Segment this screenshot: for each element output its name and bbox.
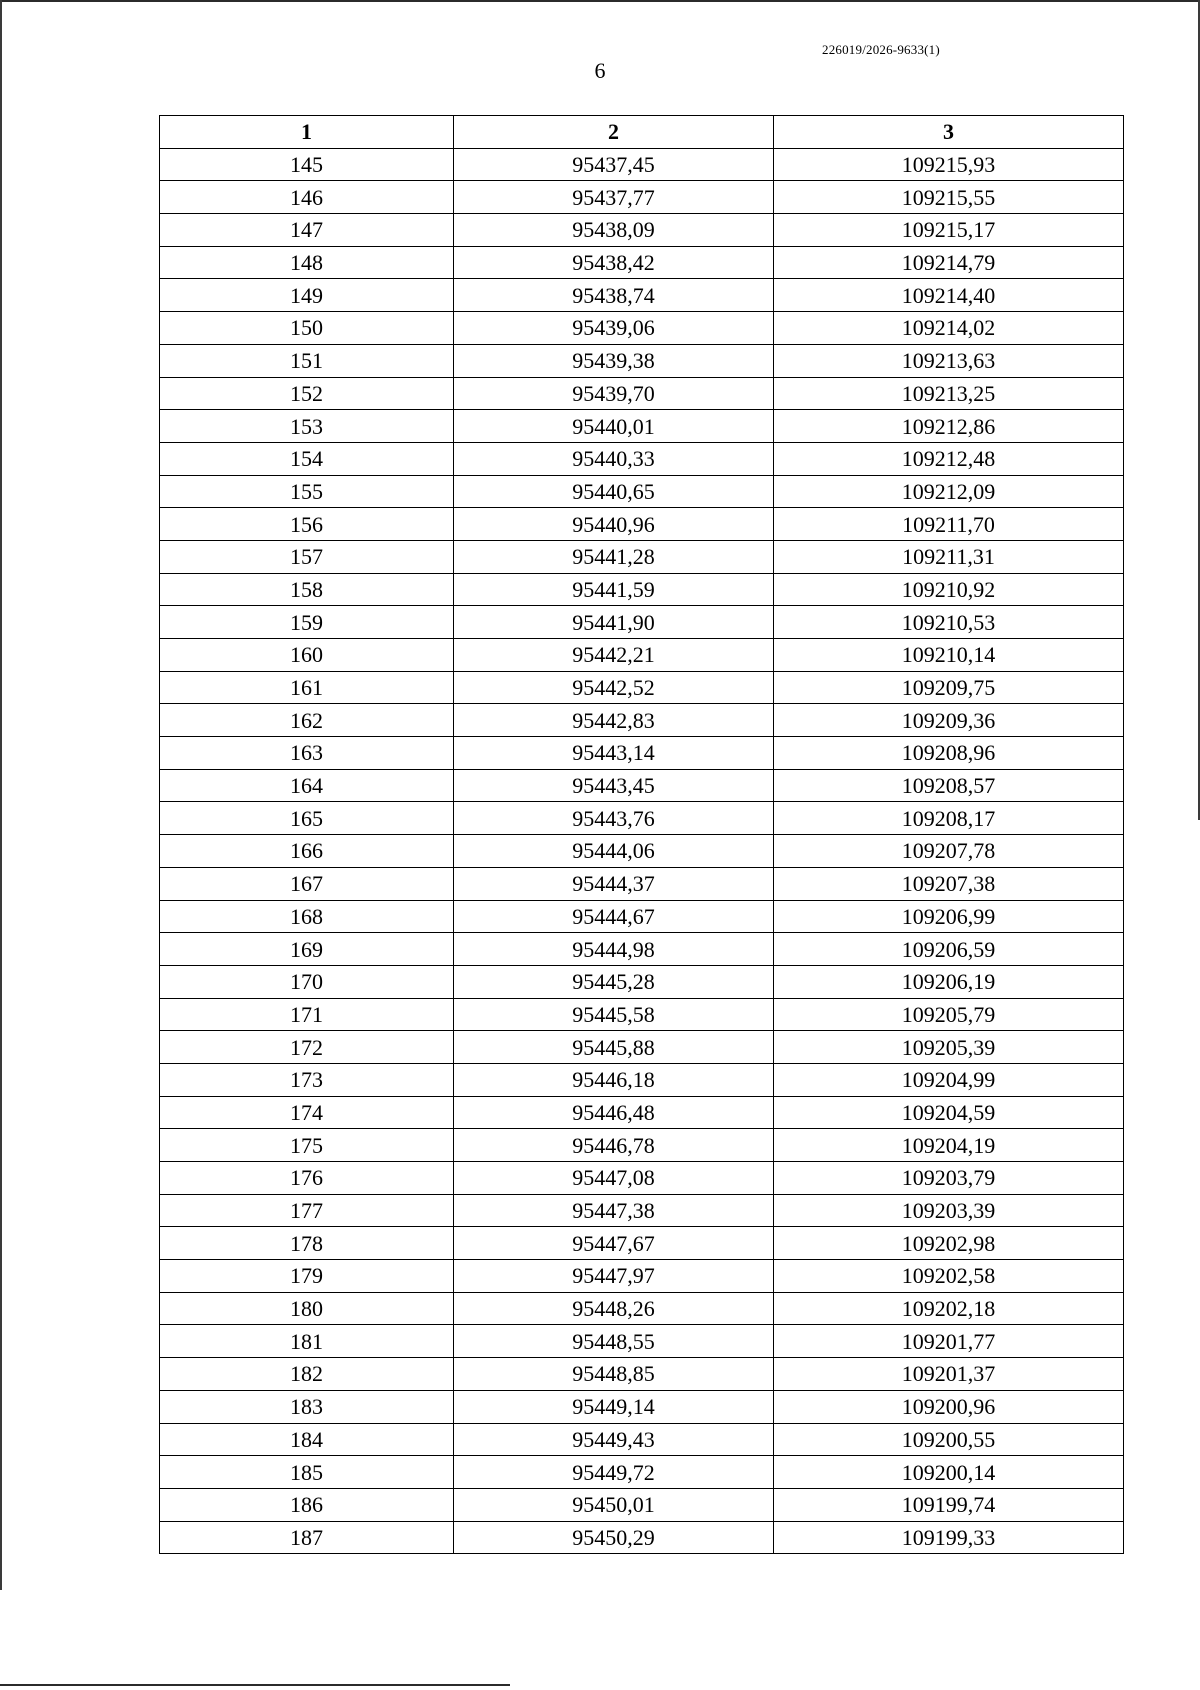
scan-edge-left — [0, 0, 2, 1590]
x-coordinate-cell: 95448,26 — [454, 1292, 774, 1325]
y-coordinate-cell: 109208,57 — [774, 769, 1124, 802]
column-header-2: 2 — [454, 116, 774, 149]
table-row — [160, 344, 1124, 377]
point-number-cell: 157 — [160, 540, 454, 573]
x-coordinate-cell: 95447,97 — [454, 1260, 774, 1293]
x-coordinate-cell: 95437,45 — [454, 148, 774, 181]
point-number-cell: 181 — [160, 1325, 454, 1358]
point-number-cell: 158 — [160, 573, 454, 606]
x-coordinate-cell: 95438,74 — [454, 279, 774, 312]
table-row — [160, 508, 1124, 541]
y-coordinate-cell: 109203,39 — [774, 1194, 1124, 1227]
table-row — [160, 279, 1124, 312]
y-coordinate-cell: 109206,99 — [774, 900, 1124, 933]
point-number-cell: 167 — [160, 867, 454, 900]
x-coordinate-cell: 95447,38 — [454, 1194, 774, 1227]
y-coordinate-cell: 109200,96 — [774, 1390, 1124, 1423]
table-row — [160, 1390, 1124, 1423]
y-coordinate-cell: 109210,92 — [774, 573, 1124, 606]
table-header-row — [160, 116, 1124, 149]
x-coordinate-cell: 95443,76 — [454, 802, 774, 835]
point-number-cell: 173 — [160, 1063, 454, 1096]
point-number-cell: 183 — [160, 1390, 454, 1423]
y-coordinate-cell: 109208,17 — [774, 802, 1124, 835]
y-coordinate-cell: 109205,79 — [774, 998, 1124, 1031]
table-row — [160, 606, 1124, 639]
x-coordinate-cell: 95444,06 — [454, 835, 774, 868]
y-coordinate-cell: 109210,14 — [774, 639, 1124, 672]
point-number-cell: 166 — [160, 835, 454, 868]
point-number-cell: 172 — [160, 1031, 454, 1064]
point-number-cell: 152 — [160, 377, 454, 410]
x-coordinate-cell: 95438,42 — [454, 246, 774, 279]
point-number-cell: 163 — [160, 737, 454, 770]
x-coordinate-cell: 95440,96 — [454, 508, 774, 541]
point-number-cell: 186 — [160, 1488, 454, 1521]
table-row — [160, 573, 1124, 606]
point-number-cell: 153 — [160, 410, 454, 443]
y-coordinate-cell: 109204,19 — [774, 1129, 1124, 1162]
point-number-cell: 154 — [160, 442, 454, 475]
y-coordinate-cell: 109214,40 — [774, 279, 1124, 312]
x-coordinate-cell: 95446,48 — [454, 1096, 774, 1129]
point-number-cell: 162 — [160, 704, 454, 737]
table-row — [160, 1227, 1124, 1260]
table-row — [160, 900, 1124, 933]
table-row — [160, 704, 1124, 737]
table-row — [160, 639, 1124, 672]
point-number-cell: 159 — [160, 606, 454, 639]
point-number-cell: 148 — [160, 246, 454, 279]
point-number-cell: 177 — [160, 1194, 454, 1227]
table-row — [160, 1096, 1124, 1129]
table-row — [160, 998, 1124, 1031]
y-coordinate-cell: 109200,14 — [774, 1456, 1124, 1489]
column-header-3: 3 — [774, 116, 1124, 149]
table-row — [160, 410, 1124, 443]
x-coordinate-cell: 95441,28 — [454, 540, 774, 573]
y-coordinate-cell: 109206,59 — [774, 933, 1124, 966]
y-coordinate-cell: 109206,19 — [774, 965, 1124, 998]
x-coordinate-cell: 95444,98 — [454, 933, 774, 966]
point-number-cell: 178 — [160, 1227, 454, 1260]
point-number-cell: 184 — [160, 1423, 454, 1456]
y-coordinate-cell: 109214,02 — [774, 312, 1124, 345]
point-number-cell: 151 — [160, 344, 454, 377]
table-row — [160, 1358, 1124, 1391]
x-coordinate-cell: 95446,78 — [454, 1129, 774, 1162]
point-number-cell: 176 — [160, 1162, 454, 1195]
x-coordinate-cell: 95449,43 — [454, 1423, 774, 1456]
y-coordinate-cell: 109203,79 — [774, 1162, 1124, 1195]
y-coordinate-cell: 109211,70 — [774, 508, 1124, 541]
table-row — [160, 442, 1124, 475]
table-row — [160, 377, 1124, 410]
table-row — [160, 965, 1124, 998]
x-coordinate-cell: 95439,06 — [454, 312, 774, 345]
x-coordinate-cell: 95446,18 — [454, 1063, 774, 1096]
x-coordinate-cell: 95441,90 — [454, 606, 774, 639]
x-coordinate-cell: 95443,14 — [454, 737, 774, 770]
x-coordinate-cell: 95439,70 — [454, 377, 774, 410]
point-number-cell: 185 — [160, 1456, 454, 1489]
x-coordinate-cell: 95448,85 — [454, 1358, 774, 1391]
table-row — [160, 214, 1124, 247]
table-row — [160, 769, 1124, 802]
document-number: 226019/2026-9633(1) — [822, 42, 940, 57]
y-coordinate-cell: 109199,74 — [774, 1488, 1124, 1521]
table-row — [160, 181, 1124, 214]
point-number-cell: 182 — [160, 1358, 454, 1391]
y-coordinate-cell: 109209,36 — [774, 704, 1124, 737]
table-row — [160, 737, 1124, 770]
point-number-cell: 160 — [160, 639, 454, 672]
point-number-cell: 164 — [160, 769, 454, 802]
x-coordinate-cell: 95449,72 — [454, 1456, 774, 1489]
x-coordinate-cell: 95445,88 — [454, 1031, 774, 1064]
x-coordinate-cell: 95442,21 — [454, 639, 774, 672]
table-row — [160, 312, 1124, 345]
y-coordinate-cell: 109212,09 — [774, 475, 1124, 508]
table-row — [160, 802, 1124, 835]
y-coordinate-cell: 109202,58 — [774, 1260, 1124, 1293]
point-number-cell: 168 — [160, 900, 454, 933]
point-number-cell: 161 — [160, 671, 454, 704]
x-coordinate-cell: 95440,01 — [454, 410, 774, 443]
table-row — [160, 1031, 1124, 1064]
table-row — [160, 835, 1124, 868]
y-coordinate-cell: 109213,63 — [774, 344, 1124, 377]
point-number-cell: 180 — [160, 1292, 454, 1325]
x-coordinate-cell: 95447,08 — [454, 1162, 774, 1195]
table-body — [160, 148, 1124, 1554]
point-number-cell: 171 — [160, 998, 454, 1031]
point-number-cell: 179 — [160, 1260, 454, 1293]
y-coordinate-cell: 109212,86 — [774, 410, 1124, 443]
x-coordinate-cell: 95450,01 — [454, 1488, 774, 1521]
scan-edge-bottom — [0, 1684, 510, 1686]
point-number-cell: 155 — [160, 475, 454, 508]
y-coordinate-cell: 109207,78 — [774, 835, 1124, 868]
scan-edge-top — [0, 0, 1200, 2]
y-coordinate-cell: 109209,75 — [774, 671, 1124, 704]
table-row — [160, 1129, 1124, 1162]
point-number-cell: 169 — [160, 933, 454, 966]
y-coordinate-cell: 109210,53 — [774, 606, 1124, 639]
table-row — [160, 1292, 1124, 1325]
coordinates-table — [159, 115, 1124, 1554]
table-row — [160, 867, 1124, 900]
point-number-cell: 146 — [160, 181, 454, 214]
x-coordinate-cell: 95437,77 — [454, 181, 774, 214]
table-row — [160, 1194, 1124, 1227]
y-coordinate-cell: 109207,38 — [774, 867, 1124, 900]
table-row — [160, 1325, 1124, 1358]
table-row — [160, 671, 1124, 704]
table-row — [160, 148, 1124, 181]
y-coordinate-cell: 109200,55 — [774, 1423, 1124, 1456]
point-number-cell: 156 — [160, 508, 454, 541]
column-header-1: 1 — [160, 116, 454, 149]
table-row — [160, 1260, 1124, 1293]
point-number-cell: 174 — [160, 1096, 454, 1129]
y-coordinate-cell: 109205,39 — [774, 1031, 1124, 1064]
table-header — [160, 116, 1124, 149]
point-number-cell: 165 — [160, 802, 454, 835]
x-coordinate-cell: 95440,33 — [454, 442, 774, 475]
y-coordinate-cell: 109201,77 — [774, 1325, 1124, 1358]
x-coordinate-cell: 95445,58 — [454, 998, 774, 1031]
point-number-cell: 175 — [160, 1129, 454, 1162]
table-row — [160, 1063, 1124, 1096]
x-coordinate-cell: 95444,67 — [454, 900, 774, 933]
table-row — [160, 246, 1124, 279]
point-number-cell: 170 — [160, 965, 454, 998]
x-coordinate-cell: 95442,83 — [454, 704, 774, 737]
y-coordinate-cell: 109215,55 — [774, 181, 1124, 214]
table-row — [160, 475, 1124, 508]
y-coordinate-cell: 109208,96 — [774, 737, 1124, 770]
x-coordinate-cell: 95438,09 — [454, 214, 774, 247]
x-coordinate-cell: 95442,52 — [454, 671, 774, 704]
table-row — [160, 1488, 1124, 1521]
point-number-cell: 149 — [160, 279, 454, 312]
point-number-cell: 145 — [160, 148, 454, 181]
y-coordinate-cell: 109204,99 — [774, 1063, 1124, 1096]
page-number: 6 — [594, 58, 606, 83]
table-row — [160, 540, 1124, 573]
y-coordinate-cell: 109212,48 — [774, 442, 1124, 475]
y-coordinate-cell: 109213,25 — [774, 377, 1124, 410]
x-coordinate-cell: 95448,55 — [454, 1325, 774, 1358]
x-coordinate-cell: 95441,59 — [454, 573, 774, 606]
y-coordinate-cell: 109215,17 — [774, 214, 1124, 247]
x-coordinate-cell: 95440,65 — [454, 475, 774, 508]
y-coordinate-cell: 109202,18 — [774, 1292, 1124, 1325]
table-row — [160, 1423, 1124, 1456]
y-coordinate-cell: 109201,37 — [774, 1358, 1124, 1391]
point-number-cell: 187 — [160, 1521, 454, 1554]
x-coordinate-cell: 95439,38 — [454, 344, 774, 377]
y-coordinate-cell: 109204,59 — [774, 1096, 1124, 1129]
table-row — [160, 1456, 1124, 1489]
y-coordinate-cell: 109214,79 — [774, 246, 1124, 279]
x-coordinate-cell: 95447,67 — [454, 1227, 774, 1260]
y-coordinate-cell: 109202,98 — [774, 1227, 1124, 1260]
x-coordinate-cell: 95445,28 — [454, 965, 774, 998]
x-coordinate-cell: 95444,37 — [454, 867, 774, 900]
table-row — [160, 1162, 1124, 1195]
x-coordinate-cell: 95449,14 — [454, 1390, 774, 1423]
y-coordinate-cell: 109215,93 — [774, 148, 1124, 181]
y-coordinate-cell: 109199,33 — [774, 1521, 1124, 1554]
point-number-cell: 150 — [160, 312, 454, 345]
point-number-cell: 147 — [160, 214, 454, 247]
x-coordinate-cell: 95443,45 — [454, 769, 774, 802]
table-row — [160, 933, 1124, 966]
table-row — [160, 1521, 1124, 1554]
y-coordinate-cell: 109211,31 — [774, 540, 1124, 573]
x-coordinate-cell: 95450,29 — [454, 1521, 774, 1554]
